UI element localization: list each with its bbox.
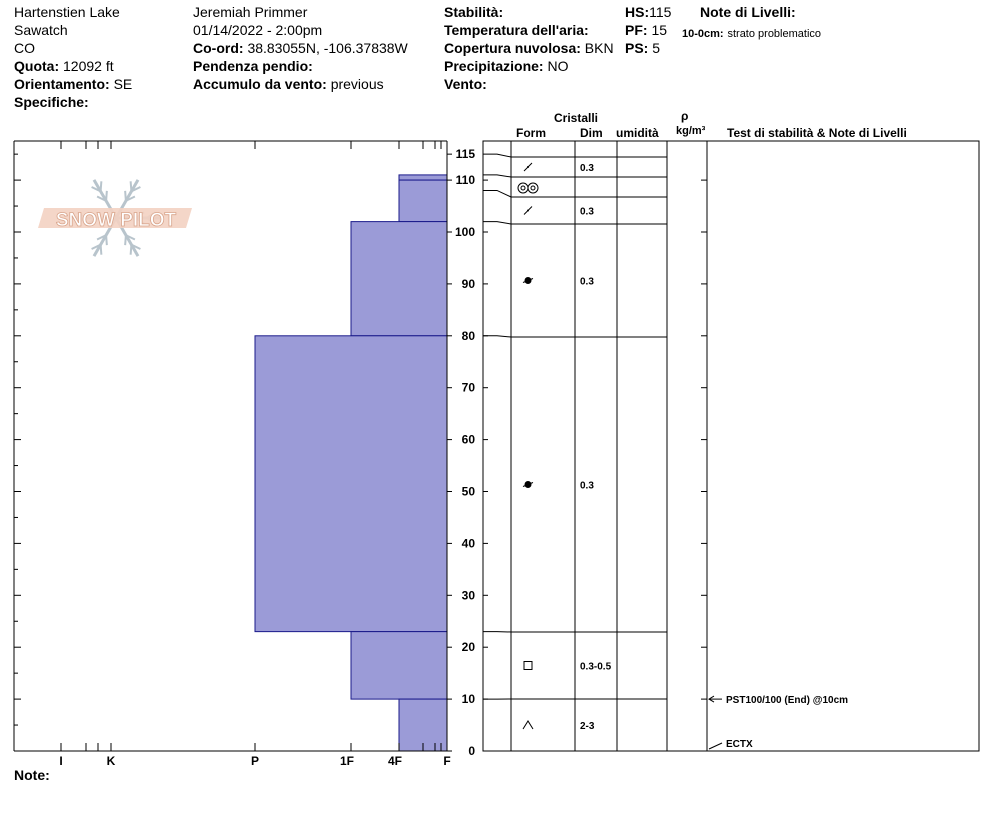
form-heading: Form bbox=[516, 126, 546, 140]
wind-label: Vento: bbox=[444, 76, 487, 92]
air-temp-label: Temperatura dell'aria: bbox=[444, 22, 589, 38]
depth-hoar-symbol bbox=[523, 721, 533, 729]
depth-tick-label: 90 bbox=[461, 276, 475, 291]
elevation-value: 12092 ft bbox=[63, 58, 114, 74]
grain-size: 2-3 bbox=[580, 721, 595, 732]
stability-test: ECTX bbox=[726, 739, 753, 750]
hs-label: HS: bbox=[625, 4, 650, 20]
grain-size: 0.3-0.5 bbox=[580, 661, 612, 673]
layer-note-text: strato problematico bbox=[727, 28, 822, 40]
layer-connector bbox=[483, 175, 511, 177]
rho-heading: ρ bbox=[681, 109, 689, 123]
cloud-value: BKN bbox=[584, 40, 614, 56]
observer-name: Jeremiah Primmer bbox=[193, 4, 308, 20]
pf-label: PF: bbox=[625, 22, 648, 38]
hardness-bar bbox=[255, 336, 447, 632]
size-heading: Dim bbox=[580, 126, 603, 140]
hardness-bar bbox=[351, 222, 447, 336]
ice-symbol bbox=[528, 183, 538, 193]
depth-tick-label: 110 bbox=[455, 173, 475, 188]
depth-tick-label: 70 bbox=[461, 380, 475, 395]
grain-size: 0.3 bbox=[580, 163, 594, 174]
test-pointer bbox=[709, 743, 722, 749]
precip-value: NO bbox=[547, 58, 569, 74]
snowpilot-logo bbox=[38, 180, 192, 256]
coords-label: Co-ord: bbox=[193, 40, 244, 56]
grain-size: 0.3 bbox=[580, 480, 594, 492]
wind-loading-label: Accumulo da vento: bbox=[193, 76, 327, 92]
coords-value: 38.83055N, -106.37838W bbox=[247, 40, 408, 56]
date-time: 01/14/2022 - 2:00pm bbox=[193, 22, 323, 38]
ice-symbol bbox=[518, 183, 528, 193]
hardness-tick-label: K bbox=[106, 754, 116, 768]
depth-tick-label: 60 bbox=[461, 432, 475, 447]
location-name: Hartenstien Lake bbox=[14, 4, 120, 20]
depth-tick-label: 100 bbox=[454, 225, 475, 239]
elevation-label: Quota: bbox=[14, 58, 60, 74]
depth-tick-label: 20 bbox=[461, 640, 475, 655]
aspect-label: Orientamento: bbox=[14, 76, 110, 92]
moisture-heading: umidità bbox=[616, 126, 659, 140]
hardness-tick-label: F bbox=[443, 754, 451, 768]
density-unit-heading: kg/m³ bbox=[676, 125, 706, 137]
layer-note-depth: 10-0cm: bbox=[682, 28, 724, 40]
hardness-tick-label: 4F bbox=[387, 754, 403, 768]
crystals-heading: Cristalli bbox=[554, 111, 599, 125]
layer-connector bbox=[483, 336, 511, 337]
cloud-label: Copertura nuvolosa: bbox=[444, 40, 581, 56]
grain-size: 0.3 bbox=[580, 276, 594, 288]
ice-symbol-inner bbox=[521, 186, 525, 190]
ps-label: PS: bbox=[625, 40, 649, 56]
logo-text: SNOW PILOT bbox=[55, 210, 177, 231]
notes-label: Note: bbox=[14, 767, 50, 783]
decomposing-dot bbox=[527, 210, 529, 212]
depth-tick-label: 30 bbox=[461, 588, 475, 603]
ice-symbol-inner bbox=[531, 186, 535, 190]
stability-test: PST100/100 (End) @10cm bbox=[726, 695, 849, 707]
hardness-bar bbox=[399, 180, 447, 222]
faceted-symbol bbox=[524, 662, 532, 670]
grain-size: 0.3 bbox=[580, 206, 594, 218]
layer-connector bbox=[483, 190, 511, 197]
hardness-tick-label: I bbox=[59, 754, 63, 768]
hs-value: 115 bbox=[649, 4, 672, 20]
depth-tick-label: 50 bbox=[461, 484, 475, 499]
hardness-bar bbox=[351, 632, 447, 699]
specifics-label: Specifiche: bbox=[14, 94, 89, 110]
depth-tick-label: 40 bbox=[461, 536, 475, 551]
hardness-tick-label: P bbox=[250, 754, 260, 768]
tests-notes-heading: Test di stabilità & Note di Livelli bbox=[727, 126, 907, 140]
precip-label: Precipitazione: bbox=[444, 58, 544, 74]
layer-connector bbox=[483, 154, 511, 157]
mountain-range: Sawatch bbox=[14, 22, 68, 38]
hardness-bar bbox=[399, 175, 447, 180]
decomposing-dot bbox=[527, 166, 529, 168]
wind-loading-value: previous bbox=[330, 76, 384, 92]
layer-connector bbox=[483, 222, 511, 224]
state: CO bbox=[14, 40, 35, 56]
aspect-value: SE bbox=[113, 76, 133, 92]
pf-value: 15 bbox=[651, 22, 668, 38]
depth-tick-label: 80 bbox=[461, 328, 475, 343]
stability-label: Stabilità: bbox=[444, 4, 504, 20]
ps-value: 5 bbox=[652, 40, 661, 56]
layer-notes-label: Note di Livelli: bbox=[700, 4, 796, 20]
hardness-tick-label: 1F bbox=[339, 754, 355, 768]
depth-tick-label: 115 bbox=[455, 147, 475, 162]
layers-table bbox=[483, 141, 979, 751]
depth-tick-label: 10 bbox=[461, 692, 475, 707]
depth-tick-label: 0 bbox=[468, 744, 475, 758]
slope-label: Pendenza pendio: bbox=[193, 58, 313, 74]
